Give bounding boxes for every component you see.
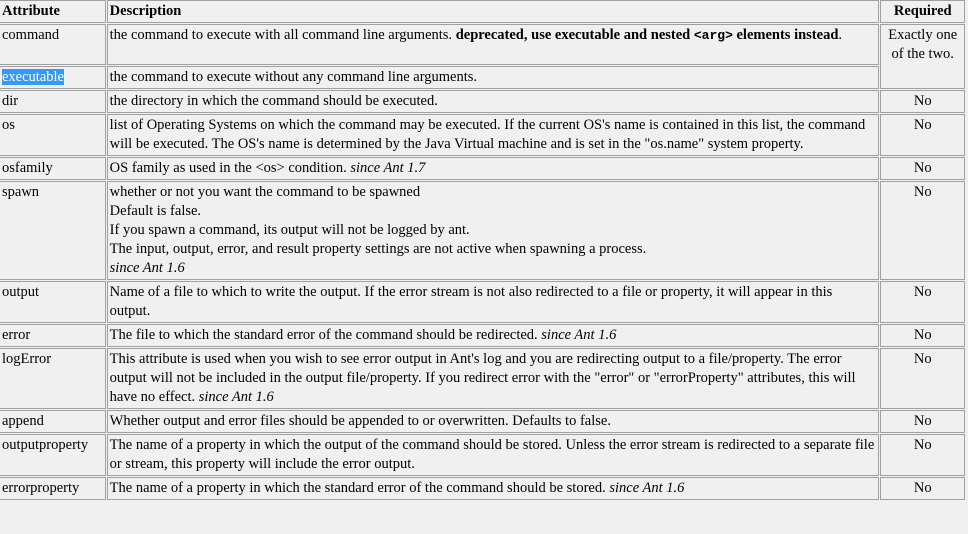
attr-os: os [0,114,106,156]
required-output: No [880,281,965,323]
desc-errorproperty [107,477,880,500]
attr-spawn: spawn [0,181,106,280]
table-row [0,24,965,65]
desc-command-deprecated-end: elements instead [732,27,839,43]
desc-error [107,324,880,347]
table-row [0,181,965,280]
required-error: No [880,324,965,347]
desc-spawn-line2: Default is false. [109,203,202,219]
desc-logerror [107,348,880,409]
since-error: since Ant 1.6 [541,327,617,343]
desc-osfamily-text: OS family as used in the <os> condition. [109,160,351,176]
desc-command-code: <arg> [693,28,733,43]
required-append: No [880,410,965,433]
required-logerror: No [880,348,965,409]
attr-executable[interactable] [0,66,106,89]
table-row [0,348,965,409]
desc-spawn [107,181,880,280]
attr-append: append [0,410,106,433]
table-row [0,157,965,180]
table-row [0,477,965,500]
desc-error-text: The file to which the standard error of the command should be redirected. [109,327,542,343]
header-attribute: Attribute [0,0,106,23]
header-description: Description [107,0,880,23]
attr-command: command [0,24,106,65]
required-command-executable: Exactly one of the two. [880,24,965,89]
required-spawn: No [880,181,965,280]
attr-logerror: logError [0,348,106,409]
desc-dir: the directory in which the command should be executed. [107,90,880,113]
required-osfamily: No [880,157,965,180]
desc-spawn-line3: If you spawn a command, its output will not be logged by ant. [109,222,470,238]
header-row [0,0,965,23]
desc-append: Whether output and error files should be appended to or overwritten. Defaults to false. [107,410,880,433]
table-row [0,434,965,476]
table-row [0,114,965,156]
since-logerror: since Ant 1.6 [198,389,274,405]
since-errorproperty: since Ant 1.6 [609,480,685,496]
desc-executable: the command to execute without any command line arguments. [107,66,880,89]
table-row [0,410,965,433]
desc-command-period: . [838,27,843,43]
desc-command-deprecated: deprecated, use executable and nested [455,27,694,43]
desc-outputproperty: The name of a property in which the output of the command should be stored. Unless the error stream is redirected to a separate file or stream, this property will include the error output. [107,434,880,476]
desc-osfamily [107,157,880,180]
attr-osfamily: osfamily [0,157,106,180]
attr-outputproperty: outputproperty [0,434,106,476]
required-outputproperty: No [880,434,965,476]
table-row [0,324,965,347]
table-row [0,281,965,323]
desc-os: list of Operating Systems on which the command may be executed. If the current OS's name is contained in this list, the command will be executed. The OS's name is determined by the Java Virtual machine and is set in the "os.name" system property. [107,114,880,156]
desc-command [107,24,880,65]
header-required: Required [880,0,965,23]
attr-output: output [0,281,106,323]
desc-logerror-text: This attribute is used when you wish to see error output in Ant's log and you are redirecting output to a file/property. The error output will not be included in the output file/property. If you redirect error with the "error" or "errorProperty" attributes, this will have no effect. [109,351,856,405]
desc-errorproperty-text: The name of a property in which the standard error of the command should be stored. [109,480,610,496]
since-spawn: since Ant 1.6 [109,260,185,276]
required-os: No [880,114,965,156]
required-errorproperty: No [880,477,965,500]
desc-spawn-line1: whether or not you want the command to be spawned [109,184,421,200]
desc-spawn-line4: The input, output, error, and result property settings are not active when spawning a process. [109,241,647,257]
table-row [0,66,965,89]
attr-error: error [0,324,106,347]
required-dir: No [880,90,965,113]
attr-dir: dir [0,90,106,113]
table-row [0,90,965,113]
since-osfamily: since Ant 1.7 [350,160,426,176]
desc-output: Name of a file to which to write the output. If the error stream is not also redirected to a file or property, it will appear in this output. [107,281,880,323]
desc-command-text: the command to execute with all command line arguments. [109,27,456,43]
attr-errorproperty: errorproperty [0,477,106,500]
selected-text[interactable]: executable [2,69,64,85]
